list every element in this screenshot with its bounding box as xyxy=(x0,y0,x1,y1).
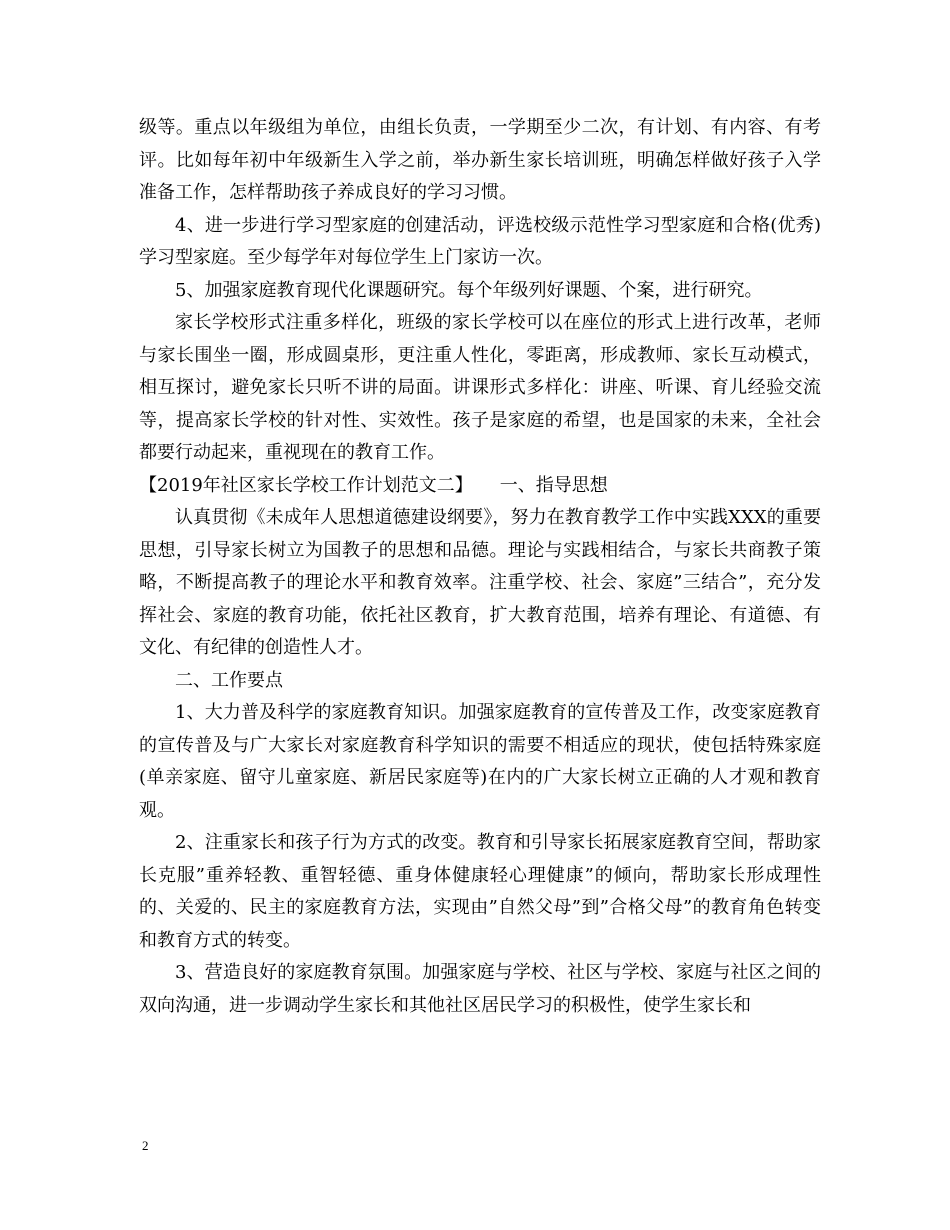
paragraph-format: 家长学校形式注重多样化，班级的家长学校可以在座位的形式上进行改革，老师与家长围坐一圈，形成圆桌形，更注重人性化，零距离，形成教师、家长互动模式，相互探讨，避免家长只听不讲的局面。讲课形式多样化：讲座、听课、育儿经验交流等，提高家长学校的针对性、实效性。孩子是家庭的希望，也是国家的未来，全社会都要行动起来，重视现在的教育工作。 xyxy=(139,312,821,463)
subheading-work-points: 二、工作要点 xyxy=(175,669,283,691)
document-body xyxy=(139,112,821,1022)
paragraph-item-4: 4、进一步进行学习型家庭的创建活动，评选校级示范性学习型家庭和合格(优秀)学习型家庭。至少每学年对每位学生上门家访一次。 xyxy=(139,214,821,268)
paragraph-point-3: 3、营造良好的家庭教育氛围。加强家庭与学校、社区与学校、家庭与社区之间的双向沟通，进一步调动学生家长和其他社区居民学习的积极性，使学生家长和 xyxy=(139,962,821,1016)
paragraph-point-1: 1、大力普及科学的家庭教育知识。加强家庭教育的宣传普及工作，改变家庭教育的宣传普及与广大家长对家庭教育科学知识的需要不相适应的现状，使包括特殊家庭(单亲家庭、留守儿童家庭、新居民家庭等)在内的广大家长树立正确的人才观和教育观。 xyxy=(139,702,821,821)
paragraph-point-2: 2、注重家长和孩子行为方式的改变。教育和引导家长拓展家庭教育空间，帮助家长克服”重养轻教、重智轻德、重身体健康轻心理健康”的倾向，帮助家长形成理性的、关爱的、民主的家庭教育方法，实现由”自然父母”到”合格父母”的教育角色转变和教育方式的转变。 xyxy=(139,832,821,951)
paragraph-item-5: 5、加强家庭教育现代化课题研究。每个年级列好课题、个案，进行研究。 xyxy=(175,279,763,301)
paragraph-continuation: 级等。重点以年级组为单位，由组长负责，一学期至少二次，有计划、有内容、有考评。比如每年初中年级新生入学之前，举办新生家长培训班，明确怎样做好孩子入学准备工作，怎样帮助孩子养成良好的学习习惯。 xyxy=(139,117,821,203)
page-number: 2 xyxy=(142,1138,149,1153)
section-heading: 【2019年社区家长学校工作计划范文二】 一、指导思想 xyxy=(139,474,608,496)
paragraph-guiding-thought: 认真贯彻《未成年人思想道德建设纲要》，努力在教育教学工作中实践XXX的重要思想，引导家长树立为国教子的思想和品德。理论与实践相结合，与家长共商教子策略，不断提高教子的理论水平和教育效率。注重学校、社会、家庭”三结合”，充分发挥社会、家庭的教育功能，依托社区教育，扩大教育范围，培养有理论、有道德、有文化、有纪律的创造性人才。 xyxy=(139,507,821,658)
